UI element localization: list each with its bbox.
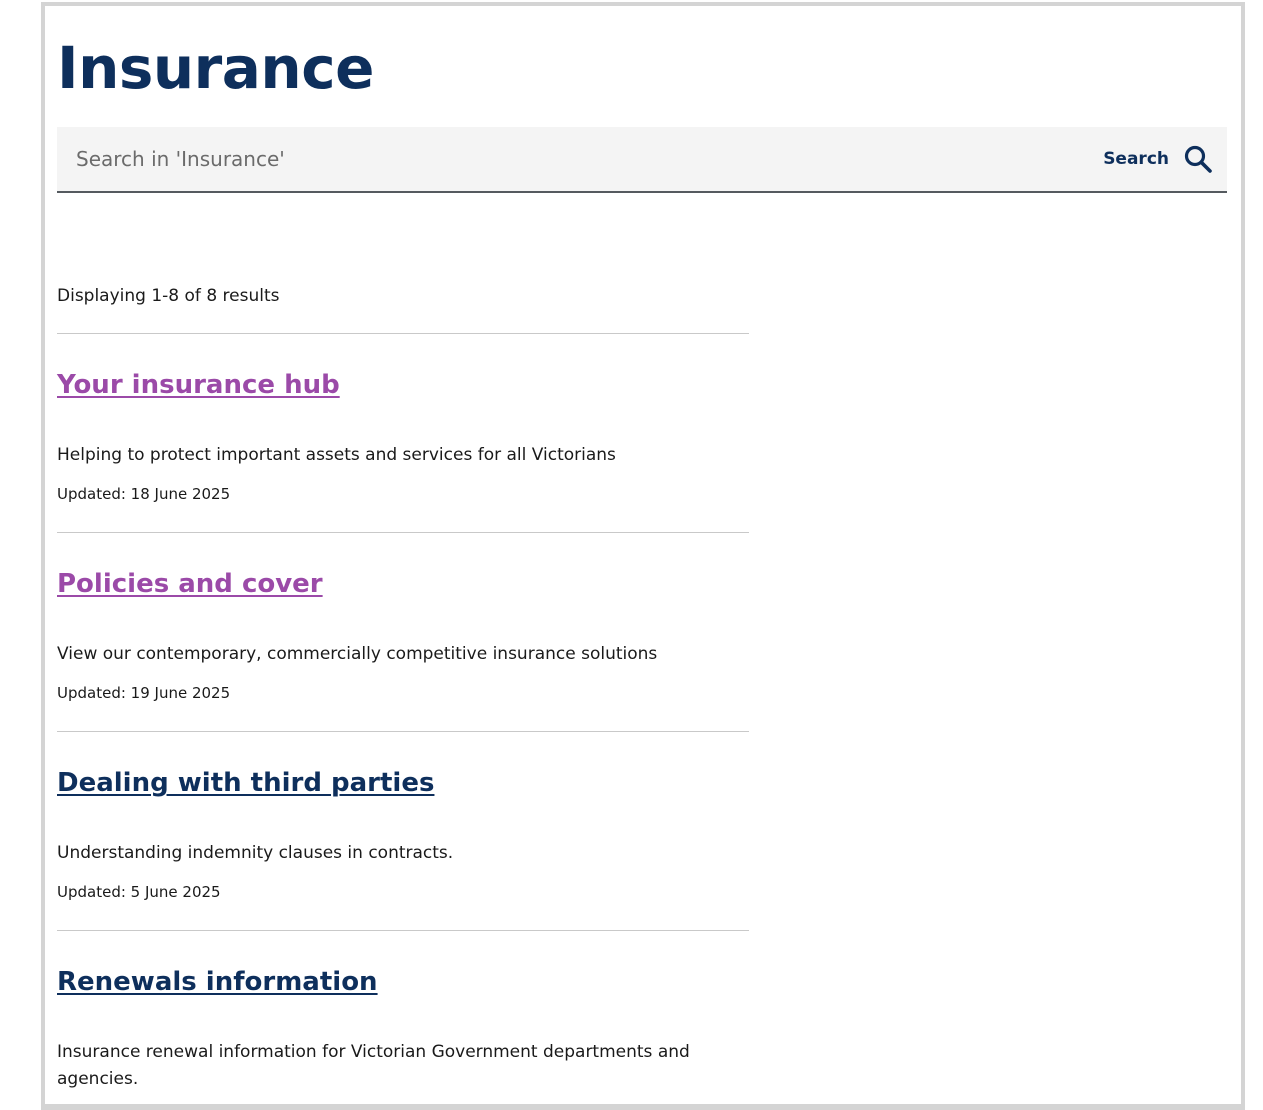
page-title: Insurance: [57, 34, 374, 102]
search-icon: [1183, 144, 1213, 174]
result-updated-date: Updated: 19 June 2025: [57, 684, 231, 702]
result-title-link[interactable]: Your insurance hub: [57, 370, 340, 400]
search-button-label: Search: [1103, 149, 1169, 169]
result-updated-date: Updated: 18 June 2025: [57, 485, 231, 503]
search-bar: [57, 127, 1227, 193]
result-title-link[interactable]: Dealing with third parties: [57, 768, 435, 798]
results-count: Displaying 1-8 of 8 results: [57, 286, 280, 306]
result-description: View our contemporary, commercially competitive insurance solutions: [57, 644, 658, 664]
result-description: Understanding indemnity clauses in contracts.: [57, 843, 454, 863]
search-button[interactable]: [1103, 141, 1213, 177]
result-description: Insurance renewal information for Victorian Government departments and agencies.: [57, 1042, 690, 1089]
result-item: [57, 532, 749, 731]
result-item: [57, 333, 749, 532]
result-updated-date: Updated: 5 June 2025: [57, 883, 221, 901]
result-title-link[interactable]: Policies and cover: [57, 569, 323, 599]
result-item: [57, 731, 749, 930]
search-input[interactable]: [57, 127, 1067, 191]
result-description: Helping to protect important assets and services for all Victorians: [57, 445, 616, 465]
page-frame: [41, 2, 1245, 1110]
result-title-link[interactable]: Renewals information: [57, 967, 378, 997]
result-item: [57, 930, 749, 1110]
results-list: [57, 333, 749, 1110]
